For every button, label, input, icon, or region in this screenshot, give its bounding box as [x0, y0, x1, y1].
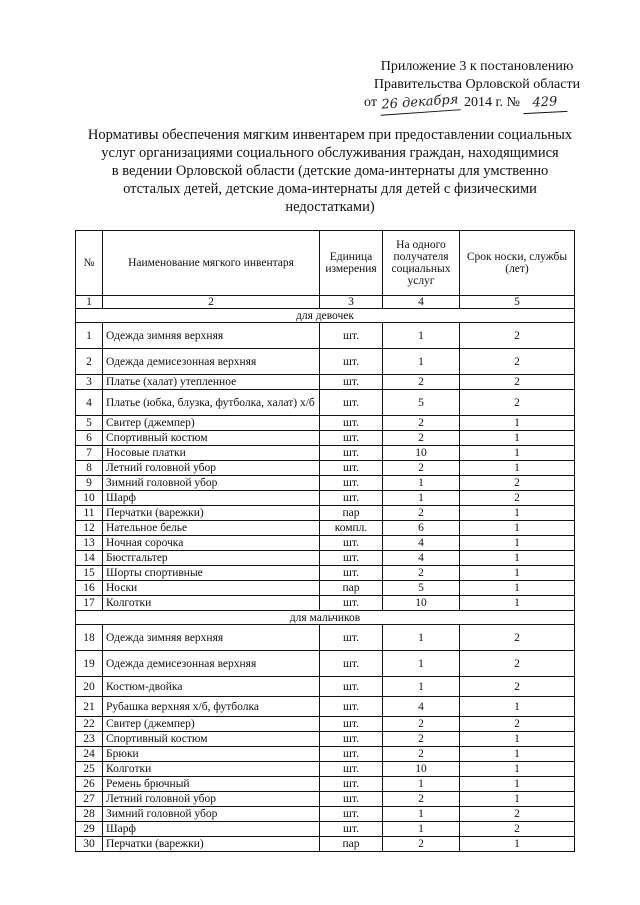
table-row — [76, 566, 575, 581]
item-unit: шт. — [320, 822, 383, 837]
row-number: 5 — [76, 416, 103, 431]
item-service-life: 2 — [460, 375, 575, 390]
document-title — [60, 126, 600, 216]
item-unit: шт. — [320, 732, 383, 747]
section-title: для мальчиков — [76, 611, 575, 625]
item-name: Свитер (джемпер) — [103, 717, 320, 732]
table-row — [76, 476, 575, 491]
item-quantity: 1 — [383, 323, 460, 349]
item-unit: шт. — [320, 677, 383, 697]
item-service-life: 1 — [460, 416, 575, 431]
item-service-life: 1 — [460, 762, 575, 777]
item-name: Летний головной убор — [103, 792, 320, 807]
section-row — [76, 611, 575, 625]
item-unit: шт. — [320, 651, 383, 677]
row-number: 12 — [76, 521, 103, 536]
item-name: Платье (халат) утепленное — [103, 375, 320, 390]
section-row — [76, 309, 575, 323]
table-row — [76, 792, 575, 807]
row-number: 2 — [76, 349, 103, 375]
item-service-life: 1 — [460, 551, 575, 566]
item-service-life: 1 — [460, 596, 575, 611]
table-row — [76, 651, 575, 677]
item-quantity: 5 — [383, 581, 460, 596]
item-service-life: 1 — [460, 506, 575, 521]
item-service-life: 1 — [460, 566, 575, 581]
item-unit: шт. — [320, 491, 383, 506]
row-number: 13 — [76, 536, 103, 551]
item-service-life: 2 — [460, 651, 575, 677]
table-row — [76, 349, 575, 375]
row-number: 18 — [76, 625, 103, 651]
item-service-life: 2 — [460, 491, 575, 506]
item-name: Шарф — [103, 491, 320, 506]
item-quantity: 2 — [383, 837, 460, 852]
table-header-row — [76, 231, 575, 296]
item-service-life: 1 — [460, 446, 575, 461]
row-number: 3 — [76, 375, 103, 390]
table-row — [76, 717, 575, 732]
appendix-header — [352, 58, 602, 113]
item-service-life: 2 — [460, 390, 575, 416]
appendix-date-line — [352, 94, 602, 113]
item-unit: шт. — [320, 349, 383, 375]
item-quantity: 6 — [383, 521, 460, 536]
item-service-life: 1 — [460, 521, 575, 536]
column-number: 3 — [320, 296, 383, 309]
item-quantity: 1 — [383, 349, 460, 375]
item-quantity: 1 — [383, 822, 460, 837]
header-unit: Единица измерения — [320, 231, 383, 296]
item-name: Ночная сорочка — [103, 536, 320, 551]
table-row — [76, 536, 575, 551]
item-name: Колготки — [103, 762, 320, 777]
table-row — [76, 416, 575, 431]
table-row — [76, 461, 575, 476]
item-name: Одежда зимняя верхняя — [103, 323, 320, 349]
item-name: Одежда демисезонная верхняя — [103, 349, 320, 375]
item-quantity: 2 — [383, 792, 460, 807]
table-row — [76, 375, 575, 390]
item-service-life: 1 — [460, 461, 575, 476]
column-number: 2 — [103, 296, 320, 309]
item-unit: пар — [320, 506, 383, 521]
item-unit: пар — [320, 581, 383, 596]
header-life: Срок носки, службы (лет) — [460, 231, 575, 296]
item-name: Бюстгальтер — [103, 551, 320, 566]
row-number: 20 — [76, 677, 103, 697]
row-number: 10 — [76, 491, 103, 506]
item-quantity: 1 — [383, 777, 460, 792]
item-service-life: 1 — [460, 732, 575, 747]
norms-table — [75, 230, 575, 852]
row-number: 11 — [76, 506, 103, 521]
row-number: 24 — [76, 747, 103, 762]
table-row — [76, 777, 575, 792]
item-service-life: 2 — [460, 822, 575, 837]
item-quantity: 2 — [383, 375, 460, 390]
item-name: Носовые платки — [103, 446, 320, 461]
row-number: 16 — [76, 581, 103, 596]
table-row — [76, 677, 575, 697]
row-number: 9 — [76, 476, 103, 491]
item-service-life: 2 — [460, 323, 575, 349]
item-service-life: 1 — [460, 581, 575, 596]
item-name: Перчатки (варежки) — [103, 837, 320, 852]
column-number: 5 — [460, 296, 575, 309]
item-unit: шт. — [320, 792, 383, 807]
item-unit: шт. — [320, 625, 383, 651]
item-unit: шт. — [320, 807, 383, 822]
row-number: 23 — [76, 732, 103, 747]
item-quantity: 10 — [383, 596, 460, 611]
item-quantity: 4 — [383, 551, 460, 566]
item-quantity: 4 — [383, 536, 460, 551]
item-quantity: 2 — [383, 566, 460, 581]
item-name: Колготки — [103, 596, 320, 611]
item-quantity: 2 — [383, 717, 460, 732]
item-unit: шт. — [320, 416, 383, 431]
item-unit: шт. — [320, 717, 383, 732]
item-name: Свитер (джемпер) — [103, 416, 320, 431]
item-unit: шт. — [320, 476, 383, 491]
item-unit: компл. — [320, 521, 383, 536]
row-number: 30 — [76, 837, 103, 852]
item-service-life: 2 — [460, 717, 575, 732]
item-service-life: 2 — [460, 625, 575, 651]
table-row — [76, 837, 575, 852]
item-unit: шт. — [320, 551, 383, 566]
row-number: 26 — [76, 777, 103, 792]
item-quantity: 1 — [383, 807, 460, 822]
item-name: Зимний головной убор — [103, 807, 320, 822]
row-number: 28 — [76, 807, 103, 822]
item-unit: пар — [320, 837, 383, 852]
item-unit: шт. — [320, 747, 383, 762]
item-service-life: 2 — [460, 677, 575, 697]
item-unit: шт. — [320, 323, 383, 349]
item-unit: шт. — [320, 390, 383, 416]
table-row — [76, 625, 575, 651]
table-row — [76, 446, 575, 461]
date-prefix: от — [364, 95, 377, 110]
row-number: 27 — [76, 792, 103, 807]
item-quantity: 10 — [383, 446, 460, 461]
table-row — [76, 581, 575, 596]
handwritten-date: 26 декабря — [380, 91, 461, 116]
item-service-life: 1 — [460, 431, 575, 446]
item-unit: шт. — [320, 596, 383, 611]
item-quantity: 2 — [383, 747, 460, 762]
table-row — [76, 431, 575, 446]
item-name: Перчатки (варежки) — [103, 506, 320, 521]
item-name: Рубашка верхняя х/б, футболка — [103, 697, 320, 717]
item-service-life: 2 — [460, 349, 575, 375]
header-qty: На одного получателя социальных услуг — [383, 231, 460, 296]
row-number: 21 — [76, 697, 103, 717]
item-service-life: 1 — [460, 792, 575, 807]
header-name: Наименование мягкого инвентаря — [103, 231, 320, 296]
item-name: Шарф — [103, 822, 320, 837]
item-name: Костюм-двойка — [103, 677, 320, 697]
row-number: 17 — [76, 596, 103, 611]
item-name: Одежда зимняя верхняя — [103, 625, 320, 651]
section-title: для девочек — [76, 309, 575, 323]
item-quantity: 2 — [383, 506, 460, 521]
appendix-line-2: Правительства Орловской области — [373, 77, 581, 92]
row-number: 15 — [76, 566, 103, 581]
item-name: Шорты спортивные — [103, 566, 320, 581]
item-name: Ремень брючный — [103, 777, 320, 792]
title-line-5: недостатками) — [285, 199, 375, 215]
item-quantity: 1 — [383, 677, 460, 697]
row-number: 29 — [76, 822, 103, 837]
item-quantity: 1 — [383, 625, 460, 651]
item-unit: шт. — [320, 431, 383, 446]
table-row — [76, 521, 575, 536]
item-quantity: 2 — [383, 416, 460, 431]
year-text: 2014 г. № — [463, 95, 520, 110]
item-name: Одежда демисезонная верхняя — [103, 651, 320, 677]
row-number: 14 — [76, 551, 103, 566]
item-service-life: 1 — [460, 536, 575, 551]
item-unit: шт. — [320, 461, 383, 476]
item-quantity: 2 — [383, 461, 460, 476]
item-unit: шт. — [320, 566, 383, 581]
item-unit: шт. — [320, 375, 383, 390]
item-unit: шт. — [320, 446, 383, 461]
table-row — [76, 697, 575, 717]
item-name: Платье (юбка, блузка, футболка, халат) х/б — [103, 390, 320, 416]
row-number: 1 — [76, 323, 103, 349]
item-name: Спортивный костюм — [103, 431, 320, 446]
item-quantity: 2 — [383, 732, 460, 747]
item-quantity: 5 — [383, 390, 460, 416]
handwritten-number: 429 — [523, 93, 568, 114]
row-number: 8 — [76, 461, 103, 476]
item-service-life: 1 — [460, 747, 575, 762]
column-numbers-row — [76, 296, 575, 309]
item-name: Спортивный костюм — [103, 732, 320, 747]
item-service-life: 2 — [460, 476, 575, 491]
title-line-1: Нормативы обеспечения мягким инвентарем при предоставлении социальных — [87, 127, 573, 143]
item-name: Нательное белье — [103, 521, 320, 536]
table-row — [76, 506, 575, 521]
title-line-2: услуг организациями социального обслуживания граждан, находящимися — [101, 145, 559, 161]
item-name: Зимний головной убор — [103, 476, 320, 491]
table-row — [76, 732, 575, 747]
item-unit: шт. — [320, 536, 383, 551]
item-quantity: 1 — [383, 651, 460, 677]
table-body — [76, 309, 575, 852]
table-row — [76, 822, 575, 837]
item-unit: шт. — [320, 762, 383, 777]
row-number: 6 — [76, 431, 103, 446]
item-unit: шт. — [320, 777, 383, 792]
table-row — [76, 323, 575, 349]
row-number: 25 — [76, 762, 103, 777]
title-line-3: в ведении Орловской области (детские дома-интернаты для умственно — [111, 163, 549, 179]
item-service-life: 1 — [460, 777, 575, 792]
item-quantity: 10 — [383, 762, 460, 777]
item-service-life: 2 — [460, 807, 575, 822]
item-name: Носки — [103, 581, 320, 596]
row-number: 4 — [76, 390, 103, 416]
table-row — [76, 747, 575, 762]
item-quantity: 1 — [383, 491, 460, 506]
row-number: 19 — [76, 651, 103, 677]
table-row — [76, 596, 575, 611]
table-row — [76, 762, 575, 777]
table-row — [76, 491, 575, 506]
item-service-life: 1 — [460, 837, 575, 852]
table-row — [76, 390, 575, 416]
header-num: № — [76, 231, 103, 296]
column-number: 1 — [76, 296, 103, 309]
row-number: 7 — [76, 446, 103, 461]
title-line-4: отсталых детей, детские дома-интернаты для детей с физическими — [123, 181, 537, 197]
table-row — [76, 551, 575, 566]
item-quantity: 1 — [383, 476, 460, 491]
item-name: Брюки — [103, 747, 320, 762]
item-name: Летний головной убор — [103, 461, 320, 476]
appendix-line-1: Приложение 3 к постановлению — [380, 59, 574, 74]
item-service-life: 1 — [460, 697, 575, 717]
item-unit: шт. — [320, 697, 383, 717]
item-quantity: 4 — [383, 697, 460, 717]
column-number: 4 — [383, 296, 460, 309]
item-quantity: 2 — [383, 431, 460, 446]
table-row — [76, 807, 575, 822]
row-number: 22 — [76, 717, 103, 732]
